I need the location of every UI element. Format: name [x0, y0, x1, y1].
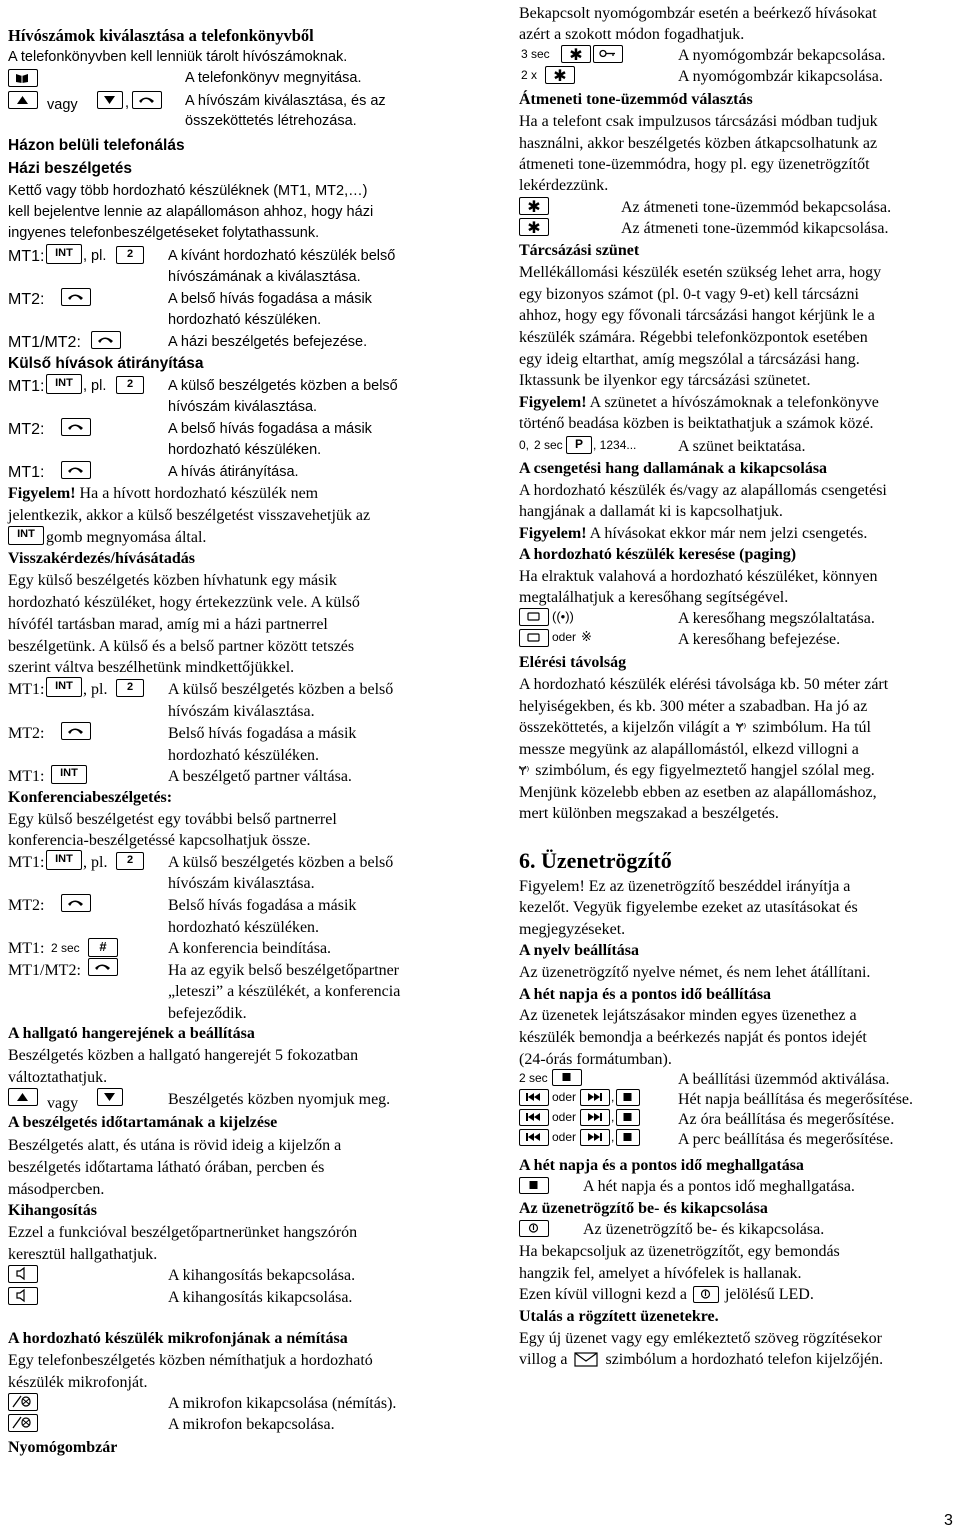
- sequence-label: 0,: [519, 438, 530, 452]
- up-arrow-key-icon: [8, 1088, 38, 1106]
- mute-key-icon: [8, 1393, 38, 1411]
- stop-key-icon: [616, 1109, 640, 1126]
- hash-key-icon: #: [88, 938, 118, 957]
- oder-label: oder: [552, 1090, 577, 1104]
- int-key-icon: INT: [46, 374, 82, 394]
- mt1mt2-label: MT1/MT2:: [8, 962, 81, 979]
- text-line: A kihangosítás bekapcsolása.: [168, 1267, 356, 1284]
- int-key-icon: INT: [46, 677, 82, 697]
- section-title: A beszélgetés időtartamának a kijelzése: [8, 1114, 278, 1131]
- section-title: A hét napja és a pontos idő beállítása: [519, 986, 772, 1003]
- text-line: A keresőhang megszólaltatása.: [678, 610, 875, 627]
- digit-2-key-icon: 2: [116, 679, 144, 697]
- skip-forward-key-icon: [580, 1109, 610, 1126]
- text-line: Figyelem! Ez az üzenetrögzítő beszéddel irányítja a: [519, 878, 851, 895]
- int-key-icon: INT: [46, 244, 82, 264]
- envelope-icon: [574, 1352, 598, 1367]
- text-line: A beállítási üzemmód aktiválása.: [678, 1071, 890, 1088]
- text-line: Ezen kívül villogni kezd a jelölésű LED.: [519, 1286, 814, 1303]
- text-line: A konferencia beindítása.: [168, 940, 332, 957]
- text-line: hívószám kiválasztása.: [168, 703, 315, 720]
- mt2-label: MT2:: [8, 291, 45, 308]
- mt1-label: MT1:: [8, 854, 45, 871]
- text-line: jelentkezik, akkor a külső beszélgetést visszavehetjük az: [8, 507, 371, 524]
- text-line: villog a szimbólum a hordozható telefon kijelzőjén.: [519, 1351, 884, 1368]
- call-key-icon: [61, 288, 91, 306]
- skip-forward-key-icon: [580, 1089, 610, 1106]
- text-line: Egy telefonbeszélgetés közben némíthatjuk a hordozható: [8, 1352, 373, 1369]
- text-line: Az átmeneti tone-üzemmód bekapcsolása.: [621, 199, 892, 216]
- text-line: A kívánt hordozható készülék belső: [168, 248, 396, 264]
- mt2-label: MT2:: [8, 897, 45, 914]
- mt1-label: MT1:: [8, 940, 45, 957]
- text-line: beszélgetés időtartama látható órában, percben és: [8, 1159, 325, 1176]
- section-title: A hordozható készülék mikrofonjának a némítása: [8, 1330, 348, 1347]
- text-line: A kihangosítás kikapcsolása.: [168, 1289, 353, 1306]
- int-key-icon: INT: [46, 850, 82, 870]
- speaker-key-icon: [8, 1287, 38, 1305]
- text-line: mert különben megszakad a beszélgetés.: [519, 805, 779, 822]
- mt1-label: MT1:: [8, 464, 45, 481]
- text-line: Ezzel a funkcióval beszélgetőpartnerünket hangszórón: [8, 1224, 358, 1241]
- mt2-label: MT2:: [8, 725, 45, 742]
- star-key-icon: ✱: [519, 197, 549, 215]
- pl-label: , pl.: [83, 248, 107, 264]
- text-line: A hordozható készülék és/vagy az alapállomás csengetési: [519, 482, 887, 499]
- text-line: hangjának a dallamát ki is kapcsolhatjuk.: [519, 503, 783, 520]
- stop-key-icon: [616, 1089, 640, 1106]
- section-title: Tárcsázási szünet: [519, 242, 640, 259]
- text-line: Beszélgetés alatt, és utána is rövid ideig a kijelzőn a: [8, 1137, 342, 1154]
- text-line: Az átmeneti tone-üzemmód kikapcsolása.: [621, 220, 889, 237]
- text-line: Egy külső beszélgetés közben hívhatunk egy másik: [8, 572, 337, 589]
- text-line: ingyenes telefonbeszélgetéseket folytathassunk.: [8, 225, 320, 241]
- text-line: Mellékállomási készülék esetén szükség lehet arra, hogy: [519, 264, 882, 281]
- text-line: Ha bekapcsoljuk az üzenetrögzítőt, egy bemondás: [519, 1243, 840, 1260]
- text-line: Egy külső beszélgetést egy további belső partnerrel: [8, 811, 337, 828]
- text-line: hangzik fel, amelyet a hívófelek is hallanak.: [519, 1265, 802, 1282]
- text-line: történő beadása közben is beiktathatjuk a számok közé.: [519, 415, 874, 432]
- text-line: Beszélgetés közben nyomjuk meg.: [168, 1091, 391, 1108]
- duration-label: 3 sec: [521, 47, 550, 61]
- text-line: A külső beszélgetés közben a belső: [168, 378, 398, 394]
- text-line: Kettő vagy több hordozható készüléknek (MT1, MT2,…): [8, 183, 368, 199]
- section-subtitle: Házi beszélgetés: [8, 160, 133, 177]
- text-line: A mikrofon kikapcsolása (némítás).: [168, 1395, 397, 1412]
- text-line: Az üzenetrögzítő be- és kikapcsolása.: [583, 1221, 825, 1238]
- paging-wave-icon: ((•)): [552, 609, 574, 624]
- text-line: Hét napja beállítása és megerősítése.: [678, 1091, 914, 1108]
- base-station-key-icon: [519, 608, 549, 626]
- text-line: kezelőt. Vegyük figyelembe ezeket az utasításokat és: [519, 899, 858, 916]
- stop-key-icon: [552, 1069, 582, 1086]
- text-line: hordozható készüléken.: [168, 919, 320, 936]
- text-line: Beszélgetés közben a hallgató hangerejét 5 fokozatban: [8, 1047, 359, 1064]
- text-line: egy bizonyos számot (pl. 0-t vagy 9-et) kell tárcsázni: [519, 286, 859, 303]
- mt1mt2-label: MT1/MT2:: [8, 334, 81, 351]
- power-key-icon: [519, 1220, 549, 1237]
- pause-p-key-icon: P: [566, 436, 592, 454]
- section-title: Átmeneti tone-üzemmód választás: [519, 91, 753, 108]
- text-line: „leteszi” a készülékét, a konferencia: [168, 983, 401, 1000]
- text-line: befejeződik.: [168, 1005, 247, 1022]
- text-line: összeköttetés, a kijelzőn világít a Ɏ⁾ szimbólum. Ha túl: [519, 719, 871, 736]
- section-title: Hívószámok kiválasztása a telefonkönyvből: [8, 26, 314, 45]
- power-icon: [693, 1286, 719, 1303]
- text-line: másodpercben.: [8, 1181, 105, 1198]
- text-line: összeköttetés létrehozása.: [185, 113, 357, 129]
- pl-label: , pl.: [83, 854, 108, 871]
- int-key-icon: INT: [51, 765, 87, 784]
- text-line: A keresőhang befejezése.: [678, 631, 841, 648]
- chapter-title: 6. Üzenetrögzítő: [519, 848, 672, 873]
- skip-forward-key-icon: [580, 1129, 610, 1146]
- text-line: A telefonkönyv megnyitása.: [185, 70, 362, 86]
- vagy-label: vagy: [47, 1095, 79, 1112]
- text-line: átmeneti tone-üzemmódra, hogy pl. egy üzenetrögzítőt: [519, 156, 870, 173]
- call-key-icon: [91, 331, 121, 349]
- text-line: A telefonkönyvben kell lenniük tárolt hívószámoknak.: [8, 49, 348, 65]
- base-station-key-icon: [519, 629, 549, 647]
- call-key-icon: [61, 418, 91, 436]
- text-line: hívószám kiválasztása.: [168, 875, 315, 892]
- oder-label: oder: [552, 1110, 577, 1124]
- sequence-label: , 1234...: [593, 438, 637, 452]
- section-title: Konferenciabeszélgetés:: [8, 789, 173, 806]
- text-line: A hordozható készülék elérési távolsága kb. 50 méter zárt: [519, 676, 889, 693]
- digit-2-key-icon: 2: [116, 376, 144, 394]
- text-line: Ɏ⁾ szimbólum, és egy figyelmeztető hangjel szólal meg.: [519, 762, 875, 779]
- text-line: Figyelem! Ha a hívott hordozható készülék nem: [8, 485, 319, 502]
- key-lock-icon: [593, 45, 623, 63]
- section-title: Visszakérdezés/hívásátadás: [8, 550, 195, 567]
- text-line: A szünet beiktatása.: [678, 438, 806, 455]
- text-line: hordozható készüléket, hogy értekezzünk vele. A külső: [8, 594, 360, 611]
- text-line: Figyelem! A szünetet a hívószámoknak a telefonkönyve: [519, 394, 879, 411]
- text-line: messze megyünk az alapállomástól, elkezd villogni a: [519, 741, 859, 758]
- speaker-key-icon: [8, 1265, 38, 1283]
- text-line: változtathatjuk.: [8, 1069, 108, 1086]
- duration-label: 2 sec: [519, 1071, 548, 1085]
- stop-key-icon: [519, 1177, 549, 1194]
- text-line: gomb megnyomása által.: [46, 529, 207, 546]
- text-line: Ha elraktuk valahová a hordozható készüléket, könnyen: [519, 568, 878, 585]
- call-key-icon: [61, 461, 91, 479]
- text-line: keresztül hallgathatjuk.: [8, 1246, 158, 1263]
- section-title: A hordozható készülék keresése (paging): [519, 546, 797, 563]
- text-line: A nyomógombzár bekapcsolása.: [678, 47, 886, 64]
- text-line: Ha a telefont csak impulzusos tárcsázási módban tudjuk: [519, 113, 878, 130]
- text-line: A belső hívás fogadása a másik: [168, 421, 372, 437]
- text-line: megtalálhatjuk a keresőhang segítségével.: [519, 589, 789, 606]
- text-line: kell bejelentve lennie az alapállomáson ahhoz, hogy házi: [8, 204, 374, 220]
- text-line: hordozható készüléken.: [168, 442, 322, 458]
- text-line: helyiségekben, és kb. 300 méter a szabadban. Ha jó az: [519, 698, 868, 715]
- text-line: Az üzenetrögzítő nyelve német, és nem lehet átállítani.: [519, 964, 871, 981]
- stop-key-icon: [616, 1129, 640, 1146]
- text-line: hívófél tartásban marad, amíg mi a házi partnerrel: [8, 616, 328, 633]
- text-line: A mikrofon bekapcsolása.: [168, 1416, 335, 1433]
- mt1-label: MT1:: [8, 378, 45, 395]
- mt1-label: MT1:: [8, 681, 45, 698]
- oder-label: oder: [552, 1130, 577, 1144]
- text-line: A nyomógombzár kikapcsolása.: [678, 68, 883, 85]
- up-arrow-key-icon: [8, 91, 38, 109]
- count-label: 2 x: [521, 68, 538, 82]
- down-arrow-key-icon: [97, 91, 123, 109]
- mute-key-icon: [8, 1414, 38, 1432]
- text-line: hívószám kiválasztása.: [168, 399, 318, 415]
- section-title: Elérési távolság: [519, 654, 627, 671]
- text-line: lekérdezzünk.: [519, 177, 609, 194]
- text-line: A perc beállítása és megerősítése.: [678, 1131, 894, 1148]
- digit-2-key-icon: 2: [116, 852, 144, 870]
- phonebook-key-icon: [8, 69, 38, 87]
- mt1-label: MT1:: [8, 768, 45, 785]
- section-title: Az üzenetrögzítő be- és kikapcsolása: [519, 1200, 768, 1217]
- call-key-icon: [88, 958, 118, 976]
- text-line: használni, akkor beszélgetés közben átkapcsolhatunk az: [519, 135, 878, 152]
- page-number: 3: [944, 1512, 953, 1529]
- call-key-icon: [132, 91, 162, 109]
- text-line: A külső beszélgetés közben a belső: [168, 854, 394, 871]
- text-line: Az óra beállítása és megerősítése.: [678, 1111, 895, 1128]
- text-line: hívószámának a kiválasztása.: [168, 269, 361, 285]
- section-title: A hallgató hangerejének a beállítása: [8, 1025, 255, 1042]
- text-line: készülék bemondja a beérkezés napját és pontos idejét: [519, 1029, 867, 1046]
- signal-icon: Ɏ⁾: [519, 764, 530, 778]
- pl-label: , pl.: [83, 681, 108, 698]
- text-line: Bekapcsolt nyomógombzár esetén a beérkező hívásokat: [519, 5, 877, 22]
- text-line: (24-órás formátumban).: [519, 1051, 672, 1068]
- text-line: megjegyzéseket.: [519, 921, 626, 938]
- section-title: A nyelv beállítása: [519, 942, 640, 959]
- call-key-icon: [61, 894, 91, 912]
- skip-back-key-icon: [519, 1129, 549, 1146]
- section-title: Utalás a rögzített üzenetekre.: [519, 1308, 719, 1325]
- pl-label: , pl.: [83, 378, 107, 394]
- text-line: A hívás átirányítása.: [168, 464, 299, 480]
- skip-back-key-icon: [519, 1089, 549, 1106]
- skip-back-key-icon: [519, 1109, 549, 1126]
- star-key-icon: ✱: [545, 66, 575, 84]
- duration-label: 2 sec: [51, 941, 80, 955]
- section-title: A csengetési hang dallamának a kikapcsolása: [519, 460, 828, 477]
- oder-label: oder: [552, 630, 577, 644]
- text-line: A beszélgető partner váltása.: [168, 768, 352, 785]
- mt2-label: MT2:: [8, 421, 45, 438]
- text-line: Egy új üzenet vagy egy emlékeztető szöveg rögzítésekor: [519, 1330, 882, 1347]
- signal-icon: Ɏ⁾: [736, 721, 747, 735]
- duration-label: 2 sec: [534, 438, 563, 452]
- vagy-label: vagy: [47, 97, 78, 113]
- star-key-icon: ✱: [519, 218, 549, 236]
- text-line: hordozható készüléken.: [168, 312, 322, 328]
- int-key-icon: INT: [8, 526, 44, 545]
- any-key-icon: ※: [581, 629, 592, 644]
- text-line: Menjünk közelebb ebben az esetben az alapállomáshoz,: [519, 784, 877, 801]
- text-line: A hét napja és a pontos idő meghallgatása.: [583, 1178, 855, 1195]
- text-line: Az üzenetek lejátszásakor minden egyes üzenethez a: [519, 1007, 857, 1024]
- call-key-icon: [61, 722, 91, 740]
- comma: ,: [125, 95, 130, 111]
- text-line: beszélgetünk. A külső és a belső partner között tetszés: [8, 638, 355, 655]
- text-line: ahhoz, hogy egy fővonali tárcsázási hangot kérjünk le a: [519, 307, 875, 324]
- section-title: Külső hívások átirányítása: [8, 355, 204, 372]
- digit-2-key-icon: 2: [116, 246, 144, 264]
- section-title: Nyomógombzár: [8, 1439, 118, 1456]
- section-title: Házon belüli telefonálás: [8, 137, 185, 154]
- text-line: készülék mikrofonját.: [8, 1374, 148, 1391]
- star-key-icon: ✱: [561, 45, 591, 63]
- text-line: konferencia-beszélgetéssé kapcsolhatjuk össze.: [8, 832, 311, 849]
- text-line: Figyelem! A hívásokat ekkor már nem jelzi csengetés.: [519, 525, 868, 542]
- text-line: azért a szokott módon fogadhatjuk.: [519, 26, 745, 43]
- text-line: Belső hívás fogadása a másik: [168, 725, 357, 742]
- text-line: szerint váltva beszélhetünk mindkettőjükkel.: [8, 659, 295, 676]
- mt1-label: MT1:: [8, 248, 45, 265]
- text-line: A külső beszélgetés közben a belső: [168, 681, 394, 698]
- text-line: Iktassunk be ilyenkor egy tárcsázási szünetet.: [519, 372, 811, 389]
- text-line: Ha az egyik belső beszélgetőpartner: [168, 962, 400, 979]
- text-line: A hívószám kiválasztása, és az: [185, 93, 386, 109]
- section-title: Kihangosítás: [8, 1202, 97, 1219]
- section-title: A hét napja és a pontos idő meghallgatása: [519, 1157, 804, 1174]
- text-line: A házi beszélgetés befejezése.: [168, 334, 368, 350]
- text-line: hordozható készüléken.: [168, 747, 320, 764]
- down-arrow-key-icon: [97, 1088, 123, 1106]
- text-line: Belső hívás fogadása a másik: [168, 897, 357, 914]
- text-line: egy ideig eltarthat, amíg megszólal a tárcsázási hang.: [519, 351, 860, 368]
- text-line: készülék számára. Régebbi telefonközpontok esetében: [519, 329, 868, 346]
- text-line: A belső hívás fogadása a másik: [168, 291, 372, 307]
